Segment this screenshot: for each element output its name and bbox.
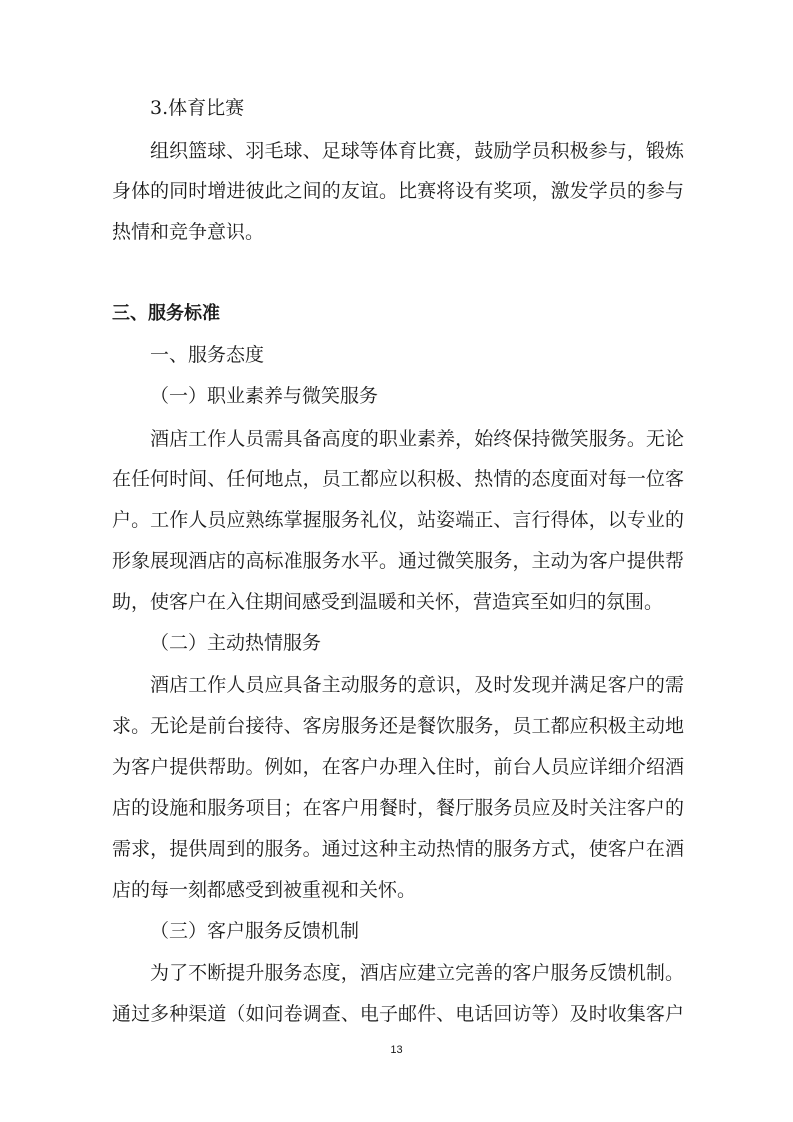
item-2-paragraph-line-3: 为客户提供帮助。例如，在客户办理入住时，前台人员应详细介绍酒 [112, 756, 684, 778]
page-number: 13 [390, 1044, 403, 1056]
section-3-heading: 3.体育比赛 [150, 97, 245, 119]
item-1-paragraph-line-1: 酒店工作人员需具备高度的职业素养，始终保持微笑服务。无论 [150, 428, 684, 450]
item-3-paragraph-line-1: 为了不断提升服务态度，酒店应建立完善的客户服务反馈机制。 [150, 962, 684, 984]
item-2-paragraph-line-5: 需求，提供周到的服务。通过这种主动热情的服务方式，使客户在酒 [112, 838, 684, 860]
item-2-paragraph-line-4: 店的设施和服务项目；在客户用餐时，餐厅服务员应及时关注客户的 [112, 797, 684, 819]
item-1-paragraph-line-3: 户。工作人员应熟练掌握服务礼仪，站姿端正、言行得体，以专业的 [112, 509, 684, 531]
item-3-paragraph-line-2: 通过多种渠道（如问卷调查、电子邮件、电话回访等）及时收集客户 [112, 1003, 684, 1025]
sub-heading-service-attitude: 一、服务态度 [150, 344, 265, 366]
item-3-heading: （三）客户服务反馈机制 [150, 920, 360, 942]
item-1-paragraph-line-2: 在任何时间、任何地点，员工都应以积极、热情的态度面对每一位客 [112, 468, 684, 490]
item-2-paragraph-line-2: 求。无论是前台接待、客房服务还是餐饮服务，员工都应积极主动地 [112, 715, 684, 737]
item-1-paragraph-line-5: 助，使客户在入住期间感受到温暖和关怀，营造宾至如归的氛围。 [112, 591, 664, 613]
item-1-heading: （一）职业素养与微笑服务 [150, 385, 379, 407]
item-1-paragraph-line-4: 形象展现酒店的高标准服务水平。通过微笑服务，主动为客户提供帮 [112, 550, 684, 572]
sports-paragraph-line-1: 组织篮球、羽毛球、足球等体育比赛，鼓励学员积极参与，锻炼 [150, 140, 684, 162]
item-2-paragraph-line-6: 店的每一刻都感受到被重视和关怀。 [112, 879, 417, 901]
chapter-heading: 三、服务标准 [112, 303, 220, 324]
item-2-heading: （二）主动热情服务 [150, 632, 322, 654]
sports-paragraph-line-3: 热情和竞争意识。 [112, 221, 265, 243]
sports-paragraph-line-2: 身体的同时增进彼此之间的友谊。比赛将设有奖项，激发学员的参与 [112, 180, 684, 202]
item-2-paragraph-line-1: 酒店工作人员应具备主动服务的意识，及时发现并满足客户的需 [150, 674, 684, 696]
